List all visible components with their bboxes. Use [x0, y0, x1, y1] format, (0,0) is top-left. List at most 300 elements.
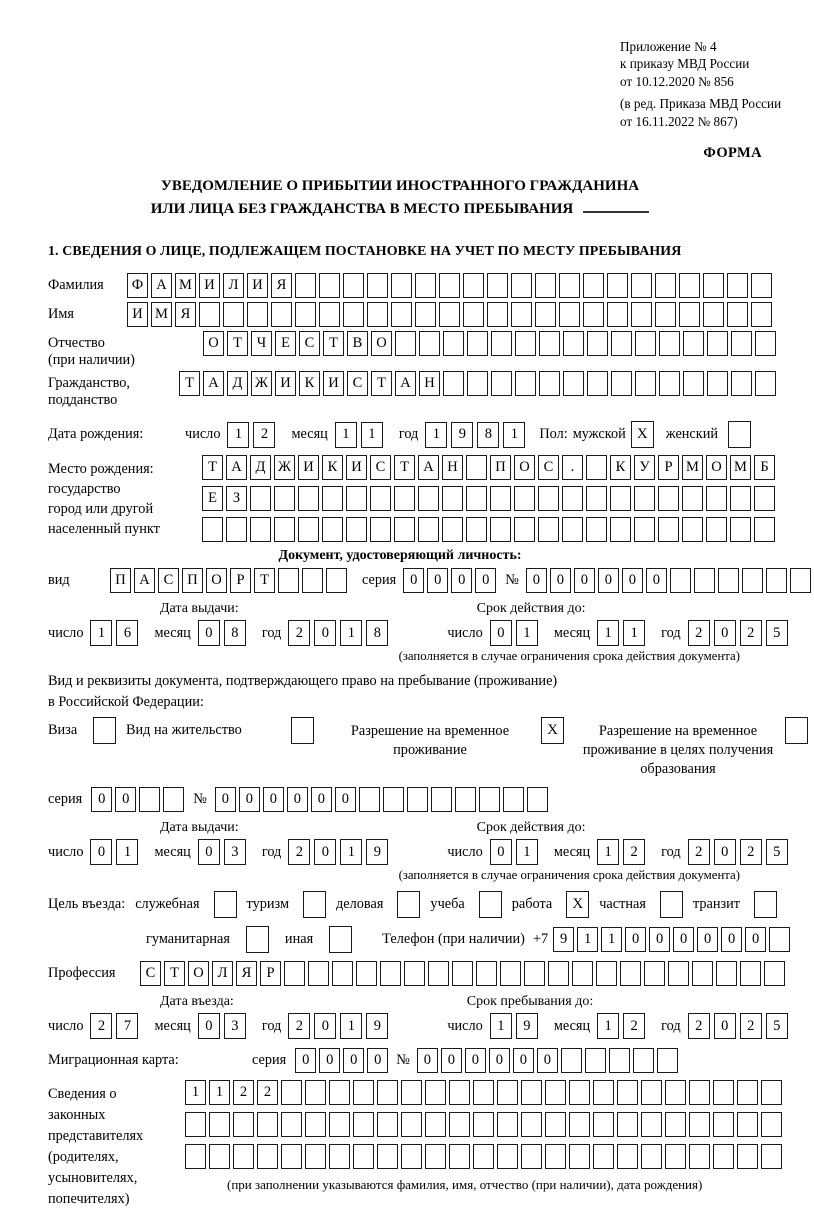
- char-cell[interactable]: [682, 486, 703, 511]
- year-cell[interactable]: 2: [740, 839, 762, 865]
- char-cell[interactable]: 0: [319, 1048, 340, 1073]
- char-cell[interactable]: 2: [257, 1080, 278, 1105]
- char-cell[interactable]: [487, 302, 508, 327]
- char-cell[interactable]: [670, 568, 691, 593]
- char-cell[interactable]: П: [490, 455, 511, 480]
- char-cell[interactable]: [731, 371, 752, 396]
- char-cell[interactable]: [611, 331, 632, 356]
- char-cell[interactable]: В: [347, 331, 368, 356]
- char-cell[interactable]: [559, 273, 580, 298]
- char-cell[interactable]: А: [134, 568, 155, 593]
- char-cell[interactable]: 0: [673, 927, 694, 952]
- year-cell[interactable]: 1: [425, 422, 447, 448]
- char-cell[interactable]: [466, 455, 487, 480]
- option-checkbox[interactable]: [93, 717, 116, 744]
- char-cell[interactable]: О: [514, 455, 535, 480]
- char-cell[interactable]: [679, 273, 700, 298]
- char-cell[interactable]: [490, 486, 511, 511]
- char-cell[interactable]: [329, 1144, 350, 1169]
- sex-male-checkbox[interactable]: X: [631, 421, 654, 448]
- char-cell[interactable]: [610, 517, 631, 542]
- char-cell[interactable]: [713, 1080, 734, 1105]
- char-cell[interactable]: [539, 331, 560, 356]
- char-cell[interactable]: Д: [227, 371, 248, 396]
- char-cell[interactable]: [401, 1080, 422, 1105]
- month-cell[interactable]: 2: [623, 1013, 645, 1039]
- char-cell[interactable]: А: [226, 455, 247, 480]
- day-cell[interactable]: 0: [490, 620, 512, 646]
- option-checkbox[interactable]: [754, 891, 777, 918]
- char-cell[interactable]: И: [323, 371, 344, 396]
- char-cell[interactable]: [419, 331, 440, 356]
- char-cell[interactable]: [383, 787, 404, 812]
- char-cell[interactable]: [319, 302, 340, 327]
- char-cell[interactable]: 0: [343, 1048, 364, 1073]
- char-cell[interactable]: 0: [367, 1048, 388, 1073]
- day-cell[interactable]: 1: [516, 839, 538, 865]
- char-cell[interactable]: [443, 331, 464, 356]
- year-cell[interactable]: 2: [688, 839, 710, 865]
- char-cell[interactable]: .: [562, 455, 583, 480]
- char-cell[interactable]: [683, 371, 704, 396]
- char-cell[interactable]: [587, 371, 608, 396]
- char-cell[interactable]: [452, 961, 473, 986]
- year-cell[interactable]: 0: [314, 620, 336, 646]
- char-cell[interactable]: 0: [649, 927, 670, 952]
- char-cell[interactable]: [233, 1144, 254, 1169]
- char-cell[interactable]: 0: [91, 787, 112, 812]
- month-cell[interactable]: 3: [224, 1013, 246, 1039]
- char-cell[interactable]: [250, 517, 271, 542]
- option-checkbox[interactable]: [246, 926, 269, 953]
- char-cell[interactable]: [737, 1144, 758, 1169]
- char-cell[interactable]: 0: [475, 568, 496, 593]
- char-cell[interactable]: [284, 961, 305, 986]
- char-cell[interactable]: [706, 517, 727, 542]
- char-cell[interactable]: [329, 1080, 350, 1105]
- char-cell[interactable]: [257, 1144, 278, 1169]
- char-cell[interactable]: [761, 1080, 782, 1105]
- char-cell[interactable]: [635, 331, 656, 356]
- char-cell[interactable]: [641, 1112, 662, 1137]
- year-cell[interactable]: 2: [288, 1013, 310, 1039]
- char-cell[interactable]: И: [127, 302, 148, 327]
- year-cell[interactable]: 0: [714, 1013, 736, 1039]
- char-cell[interactable]: [463, 273, 484, 298]
- char-cell[interactable]: [515, 371, 536, 396]
- year-cell[interactable]: 0: [314, 839, 336, 865]
- char-cell[interactable]: 0: [646, 568, 667, 593]
- year-cell[interactable]: 2: [688, 1013, 710, 1039]
- char-cell[interactable]: [326, 568, 347, 593]
- char-cell[interactable]: [665, 1144, 686, 1169]
- day-cell[interactable]: 7: [116, 1013, 138, 1039]
- char-cell[interactable]: [139, 787, 160, 812]
- char-cell[interactable]: [609, 1048, 630, 1073]
- char-cell[interactable]: [404, 961, 425, 986]
- year-cell[interactable]: 8: [477, 422, 499, 448]
- char-cell[interactable]: [356, 961, 377, 986]
- char-cell[interactable]: [466, 517, 487, 542]
- char-cell[interactable]: Ж: [274, 455, 295, 480]
- char-cell[interactable]: [503, 787, 524, 812]
- year-cell[interactable]: 8: [366, 620, 388, 646]
- char-cell[interactable]: [545, 1112, 566, 1137]
- char-cell[interactable]: [713, 1144, 734, 1169]
- char-cell[interactable]: 0: [417, 1048, 438, 1073]
- char-cell[interactable]: А: [418, 455, 439, 480]
- char-cell[interactable]: И: [247, 273, 268, 298]
- char-cell[interactable]: [527, 787, 548, 812]
- char-cell[interactable]: 0: [287, 787, 308, 812]
- char-cell[interactable]: [370, 517, 391, 542]
- day-cell[interactable]: 1: [116, 839, 138, 865]
- char-cell[interactable]: [569, 1144, 590, 1169]
- char-cell[interactable]: [572, 961, 593, 986]
- char-cell[interactable]: [583, 302, 604, 327]
- char-cell[interactable]: Р: [658, 455, 679, 480]
- char-cell[interactable]: Л: [212, 961, 233, 986]
- char-cell[interactable]: [583, 273, 604, 298]
- month-cell[interactable]: 1: [361, 422, 383, 448]
- char-cell[interactable]: Я: [175, 302, 196, 327]
- char-cell[interactable]: Д: [250, 455, 271, 480]
- char-cell[interactable]: 0: [295, 1048, 316, 1073]
- year-cell[interactable]: 2: [740, 620, 762, 646]
- char-cell[interactable]: А: [151, 273, 172, 298]
- month-cell[interactable]: 1: [597, 1013, 619, 1039]
- char-cell[interactable]: [274, 486, 295, 511]
- char-cell[interactable]: [655, 302, 676, 327]
- char-cell[interactable]: Т: [254, 568, 275, 593]
- char-cell[interactable]: [694, 568, 715, 593]
- char-cell[interactable]: [491, 331, 512, 356]
- char-cell[interactable]: [713, 1112, 734, 1137]
- char-cell[interactable]: О: [203, 331, 224, 356]
- char-cell[interactable]: [703, 273, 724, 298]
- char-cell[interactable]: 0: [513, 1048, 534, 1073]
- char-cell[interactable]: [659, 331, 680, 356]
- year-cell[interactable]: 9: [366, 1013, 388, 1039]
- char-cell[interactable]: И: [199, 273, 220, 298]
- char-cell[interactable]: И: [298, 455, 319, 480]
- char-cell[interactable]: [305, 1112, 326, 1137]
- char-cell[interactable]: [343, 273, 364, 298]
- char-cell[interactable]: [380, 961, 401, 986]
- char-cell[interactable]: 0: [625, 927, 646, 952]
- char-cell[interactable]: 1: [601, 927, 622, 952]
- char-cell[interactable]: [633, 1048, 654, 1073]
- char-cell[interactable]: Б: [754, 455, 775, 480]
- char-cell[interactable]: [415, 273, 436, 298]
- char-cell[interactable]: [257, 1112, 278, 1137]
- char-cell[interactable]: [425, 1112, 446, 1137]
- char-cell[interactable]: [473, 1080, 494, 1105]
- char-cell[interactable]: 1: [209, 1080, 230, 1105]
- char-cell[interactable]: [538, 517, 559, 542]
- char-cell[interactable]: [425, 1144, 446, 1169]
- option-checkbox[interactable]: X: [566, 891, 589, 918]
- char-cell[interactable]: [620, 961, 641, 986]
- char-cell[interactable]: [683, 331, 704, 356]
- char-cell[interactable]: [497, 1112, 518, 1137]
- year-cell[interactable]: 2: [688, 620, 710, 646]
- char-cell[interactable]: [514, 486, 535, 511]
- char-cell[interactable]: [617, 1144, 638, 1169]
- char-cell[interactable]: [377, 1144, 398, 1169]
- char-cell[interactable]: [281, 1080, 302, 1105]
- char-cell[interactable]: [394, 486, 415, 511]
- char-cell[interactable]: [521, 1080, 542, 1105]
- char-cell[interactable]: [535, 302, 556, 327]
- char-cell[interactable]: [569, 1080, 590, 1105]
- char-cell[interactable]: М: [175, 273, 196, 298]
- char-cell[interactable]: [467, 371, 488, 396]
- char-cell[interactable]: 0: [427, 568, 448, 593]
- char-cell[interactable]: [199, 302, 220, 327]
- char-cell[interactable]: [658, 486, 679, 511]
- char-cell[interactable]: 0: [526, 568, 547, 593]
- char-cell[interactable]: [473, 1144, 494, 1169]
- month-cell[interactable]: 1: [597, 839, 619, 865]
- char-cell[interactable]: П: [182, 568, 203, 593]
- char-cell[interactable]: [463, 302, 484, 327]
- char-cell[interactable]: [377, 1080, 398, 1105]
- char-cell[interactable]: [185, 1112, 206, 1137]
- char-cell[interactable]: Н: [442, 455, 463, 480]
- char-cell[interactable]: [737, 1112, 758, 1137]
- char-cell[interactable]: Ч: [251, 331, 272, 356]
- day-cell[interactable]: 2: [90, 1013, 112, 1039]
- char-cell[interactable]: [250, 486, 271, 511]
- char-cell[interactable]: К: [610, 455, 631, 480]
- char-cell[interactable]: [391, 302, 412, 327]
- char-cell[interactable]: [562, 486, 583, 511]
- char-cell[interactable]: 0: [489, 1048, 510, 1073]
- char-cell[interactable]: [308, 961, 329, 986]
- char-cell[interactable]: [754, 486, 775, 511]
- char-cell[interactable]: [515, 331, 536, 356]
- char-cell[interactable]: [706, 486, 727, 511]
- char-cell[interactable]: [343, 302, 364, 327]
- char-cell[interactable]: Т: [227, 331, 248, 356]
- char-cell[interactable]: [305, 1144, 326, 1169]
- char-cell[interactable]: [346, 517, 367, 542]
- char-cell[interactable]: [655, 273, 676, 298]
- char-cell[interactable]: [740, 961, 761, 986]
- char-cell[interactable]: [569, 1112, 590, 1137]
- char-cell[interactable]: 2: [233, 1080, 254, 1105]
- char-cell[interactable]: [473, 1112, 494, 1137]
- option-checkbox[interactable]: [214, 891, 237, 918]
- option-checkbox[interactable]: [479, 891, 502, 918]
- char-cell[interactable]: [790, 568, 811, 593]
- char-cell[interactable]: Р: [230, 568, 251, 593]
- char-cell[interactable]: М: [151, 302, 172, 327]
- char-cell[interactable]: [395, 331, 416, 356]
- char-cell[interactable]: [298, 486, 319, 511]
- char-cell[interactable]: [490, 517, 511, 542]
- char-cell[interactable]: [665, 1112, 686, 1137]
- char-cell[interactable]: [755, 371, 776, 396]
- char-cell[interactable]: [401, 1144, 422, 1169]
- month-cell[interactable]: 1: [335, 422, 357, 448]
- char-cell[interactable]: [524, 961, 545, 986]
- char-cell[interactable]: [295, 273, 316, 298]
- char-cell[interactable]: 1: [577, 927, 598, 952]
- char-cell[interactable]: Т: [164, 961, 185, 986]
- char-cell[interactable]: [442, 517, 463, 542]
- day-cell[interactable]: 6: [116, 620, 138, 646]
- char-cell[interactable]: [657, 1048, 678, 1073]
- char-cell[interactable]: [658, 517, 679, 542]
- month-cell[interactable]: 1: [623, 620, 645, 646]
- char-cell[interactable]: [641, 1144, 662, 1169]
- char-cell[interactable]: [611, 371, 632, 396]
- char-cell[interactable]: 0: [574, 568, 595, 593]
- day-cell[interactable]: 2: [253, 422, 275, 448]
- char-cell[interactable]: 0: [239, 787, 260, 812]
- char-cell[interactable]: [209, 1144, 230, 1169]
- char-cell[interactable]: [548, 961, 569, 986]
- char-cell[interactable]: [689, 1080, 710, 1105]
- char-cell[interactable]: У: [634, 455, 655, 480]
- char-cell[interactable]: [278, 568, 299, 593]
- option-checkbox[interactable]: [329, 926, 352, 953]
- char-cell[interactable]: [755, 331, 776, 356]
- char-cell[interactable]: [727, 273, 748, 298]
- char-cell[interactable]: С: [538, 455, 559, 480]
- char-cell[interactable]: [563, 331, 584, 356]
- char-cell[interactable]: [703, 302, 724, 327]
- char-cell[interactable]: [439, 273, 460, 298]
- char-cell[interactable]: 0: [721, 927, 742, 952]
- year-cell[interactable]: 2: [288, 620, 310, 646]
- char-cell[interactable]: [163, 787, 184, 812]
- char-cell[interactable]: [401, 1112, 422, 1137]
- char-cell[interactable]: [281, 1144, 302, 1169]
- char-cell[interactable]: А: [203, 371, 224, 396]
- char-cell[interactable]: [727, 302, 748, 327]
- char-cell[interactable]: [692, 961, 713, 986]
- char-cell[interactable]: О: [706, 455, 727, 480]
- char-cell[interactable]: [607, 302, 628, 327]
- char-cell[interactable]: [449, 1112, 470, 1137]
- char-cell[interactable]: [761, 1112, 782, 1137]
- char-cell[interactable]: [585, 1048, 606, 1073]
- char-cell[interactable]: З: [226, 486, 247, 511]
- char-cell[interactable]: [754, 517, 775, 542]
- char-cell[interactable]: [538, 486, 559, 511]
- year-cell[interactable]: 1: [340, 1013, 362, 1039]
- char-cell[interactable]: [716, 961, 737, 986]
- char-cell[interactable]: [479, 787, 500, 812]
- char-cell[interactable]: [521, 1112, 542, 1137]
- option-checkbox[interactable]: [291, 717, 314, 744]
- char-cell[interactable]: [562, 517, 583, 542]
- char-cell[interactable]: [593, 1112, 614, 1137]
- char-cell[interactable]: [322, 486, 343, 511]
- char-cell[interactable]: [370, 486, 391, 511]
- char-cell[interactable]: [443, 371, 464, 396]
- char-cell[interactable]: [394, 517, 415, 542]
- char-cell[interactable]: [730, 486, 751, 511]
- char-cell[interactable]: О: [206, 568, 227, 593]
- year-cell[interactable]: 0: [714, 620, 736, 646]
- char-cell[interactable]: М: [730, 455, 751, 480]
- char-cell[interactable]: С: [347, 371, 368, 396]
- month-cell[interactable]: 0: [198, 1013, 220, 1039]
- char-cell[interactable]: [769, 927, 790, 952]
- char-cell[interactable]: 0: [441, 1048, 462, 1073]
- char-cell[interactable]: 0: [537, 1048, 558, 1073]
- char-cell[interactable]: Я: [236, 961, 257, 986]
- char-cell[interactable]: [707, 371, 728, 396]
- char-cell[interactable]: Л: [223, 273, 244, 298]
- char-cell[interactable]: [737, 1080, 758, 1105]
- char-cell[interactable]: [418, 517, 439, 542]
- char-cell[interactable]: [545, 1080, 566, 1105]
- char-cell[interactable]: [539, 371, 560, 396]
- char-cell[interactable]: [659, 371, 680, 396]
- char-cell[interactable]: [689, 1144, 710, 1169]
- char-cell[interactable]: [731, 331, 752, 356]
- char-cell[interactable]: [332, 961, 353, 986]
- char-cell[interactable]: 0: [598, 568, 619, 593]
- char-cell[interactable]: [233, 1112, 254, 1137]
- char-cell[interactable]: [247, 302, 268, 327]
- char-cell[interactable]: К: [299, 371, 320, 396]
- char-cell[interactable]: Ф: [127, 273, 148, 298]
- char-cell[interactable]: [764, 961, 785, 986]
- char-cell[interactable]: [377, 1112, 398, 1137]
- char-cell[interactable]: [418, 486, 439, 511]
- char-cell[interactable]: [635, 371, 656, 396]
- char-cell[interactable]: [668, 961, 689, 986]
- char-cell[interactable]: 0: [115, 787, 136, 812]
- char-cell[interactable]: 0: [263, 787, 284, 812]
- char-cell[interactable]: Т: [371, 371, 392, 396]
- char-cell[interactable]: [545, 1144, 566, 1169]
- char-cell[interactable]: [353, 1144, 374, 1169]
- char-cell[interactable]: [730, 517, 751, 542]
- char-cell[interactable]: [610, 486, 631, 511]
- char-cell[interactable]: [641, 1080, 662, 1105]
- char-cell[interactable]: Т: [179, 371, 200, 396]
- char-cell[interactable]: [274, 517, 295, 542]
- char-cell[interactable]: [679, 302, 700, 327]
- day-cell[interactable]: 1: [516, 620, 538, 646]
- char-cell[interactable]: [563, 371, 584, 396]
- char-cell[interactable]: [223, 302, 244, 327]
- char-cell[interactable]: [593, 1080, 614, 1105]
- char-cell[interactable]: [596, 961, 617, 986]
- char-cell[interactable]: [359, 787, 380, 812]
- char-cell[interactable]: [305, 1080, 326, 1105]
- char-cell[interactable]: Н: [419, 371, 440, 396]
- char-cell[interactable]: С: [299, 331, 320, 356]
- char-cell[interactable]: [271, 302, 292, 327]
- char-cell[interactable]: [415, 302, 436, 327]
- char-cell[interactable]: [617, 1112, 638, 1137]
- char-cell[interactable]: М: [682, 455, 703, 480]
- char-cell[interactable]: [559, 302, 580, 327]
- char-cell[interactable]: Е: [202, 486, 223, 511]
- char-cell[interactable]: Т: [202, 455, 223, 480]
- char-cell[interactable]: 0: [215, 787, 236, 812]
- char-cell[interactable]: К: [322, 455, 343, 480]
- char-cell[interactable]: 0: [745, 927, 766, 952]
